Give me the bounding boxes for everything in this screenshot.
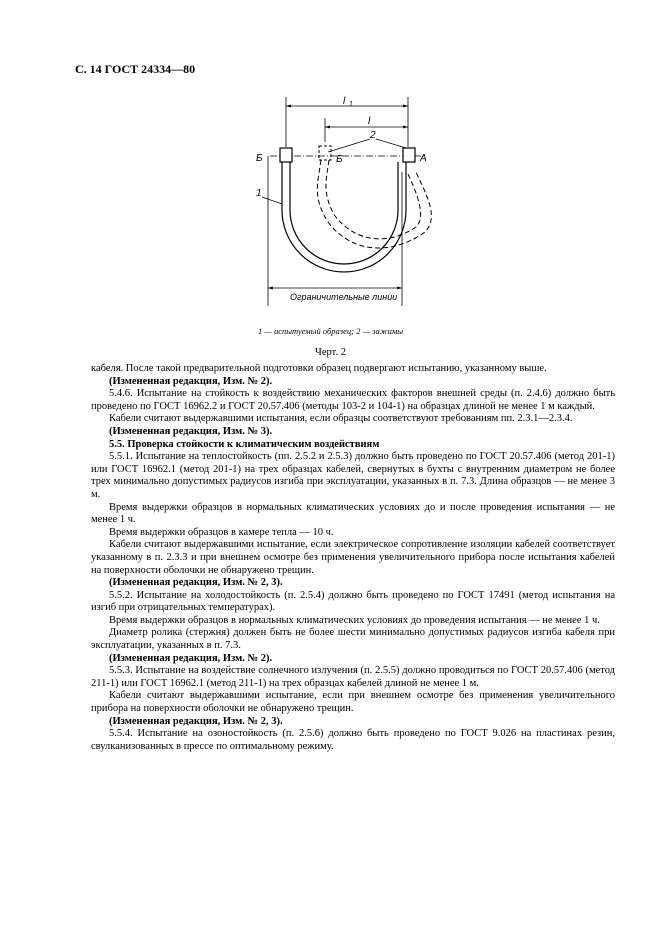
right-clamp [403, 148, 415, 162]
paragraph: (Измененная редакция, Изм. № 2, 3). [109, 577, 283, 589]
l1-subscript: 1 [349, 101, 353, 108]
paragraph: 5.4.6. Испытание на стойкость к воздействию механических факторов внешней среды (п. 2.4.6) должно быть проведено по ГОСТ 16962.2 и ГОСТ 20.57.406 (методы 103-2 и 104-1) на образцах длиной не менее 1 м каждый. [91, 388, 615, 412]
paragraph: Кабели считают выдержавшими испытания, если образцы соответствуют требованиям пп. 2.3.1—2.3.4. [109, 413, 573, 425]
left-clamp [280, 148, 292, 162]
l1-label: l [343, 96, 346, 107]
paragraph: Кабели считают выдержавшими испытание, если при внешнем осмотре без применения увеличительного прибора на поверхности оболочки не обнаружено трещин. [91, 690, 615, 715]
paragraph: (Измененная редакция, Изм. № 3). [109, 425, 273, 437]
specimen-number-label: 1 [256, 188, 262, 199]
dimension-l1 [286, 96, 408, 147]
paragraph: Диаметр ролика (стержня) должен быть не более шести минимально допустимых радиусов изгиба кабеля при эксплуатации, указанных в п. 7.3. [91, 627, 615, 652]
figure-title: Черт. 2 [315, 347, 346, 358]
l-label: l [368, 116, 371, 127]
page-header: С. 14 ГОСТ 24334—80 [75, 62, 196, 76]
point-b-mid: Б [336, 154, 343, 165]
paragraph: кабеля. После такой предварительной подготовки образец подвергают испытанию, указанному выше. [91, 363, 547, 374]
paragraph: (Измененная редакция, Изм. № 2, 3). [109, 715, 283, 727]
point-b-left: Б [256, 153, 263, 164]
point-a-right: А [420, 153, 427, 164]
figure-legend: 1 — испытуемый образец; 2 — зажимы [257, 326, 404, 336]
paragraph: (Измененная редакция, Изм. № 2). [109, 375, 273, 387]
displaced-specimen-outer [317, 160, 431, 248]
paragraph: 5.5.1. Испытание на теплостойкость (пп. 2.5.2 и 2.5.3) должно быть проведено по ГОСТ 20.57.406 (метод 201-1) или ГОСТ 16962.1 (метод 201-1) на трех образцах кабелей, свернутых в бухты с внутренним диаметром не более трех минимально допустимых радиусов изгиба при эксплуатации, указанных в п. 7.3. Длина образцов — не менее 3 м. [91, 451, 615, 500]
boundary-lines-label: Ограничительные линии [290, 292, 398, 302]
clamps-number-label: 2 [370, 130, 376, 141]
moved-clamp [319, 146, 331, 160]
bend-test-figure [240, 92, 440, 322]
paragraph: 5.5.3. Испытание на воздействие солнечного излучения (п. 2.5.5) должно проводиться по ГОСТ 20.57.406 (метод 211-1) или ГОСТ 16962.1 (метод 211-1) на трех образцах кабелей длиной не менее 1 м. [91, 665, 615, 689]
paragraph: (Измененная редакция, Изм. № 2). [109, 652, 273, 664]
paragraph: 5.5.4. Испытание на озоностойкость (п. 2.5.6) должно быть проведено по ГОСТ 9.026 на пластинах резин, свулканизованных в прессе по оптимальному режиму. [91, 728, 615, 752]
dimension-l [325, 116, 408, 142]
paragraph: Время выдержки образцов в камере тепла — 10 ч. [109, 526, 334, 538]
specimen-outer-edge [282, 162, 406, 272]
paragraph: Кабели считают выдержавшими испытание, если электрическое сопротивление изоляции кабелей соответствует указанному в п. 2.3.3 и при внешнем осмотре без применения увеличительного прибора после испытания кабелей на поверхности оболочки не обнаружено трещин. [91, 539, 615, 576]
paragraph: 5.5.2. Испытание на холодостойкость (п. 2.5.4) должно быть проведено по ГОСТ 17491 (метод испытания на изгиб при отрицательных температурах). [91, 589, 615, 614]
body-text [91, 363, 615, 753]
specimen-inner-edge [290, 162, 398, 264]
paragraph: Время выдержки образцов в нормальных климатических условиях до и после проведения испытания — не менее 1 ч. [91, 501, 615, 526]
paragraph: Время выдержки образцов в нормальных климатических условиях до проведения испытания — не менее 1 ч. [109, 614, 600, 626]
paragraph: 5.5. Проверка стойкости к климатическим воздействиям [109, 438, 380, 450]
